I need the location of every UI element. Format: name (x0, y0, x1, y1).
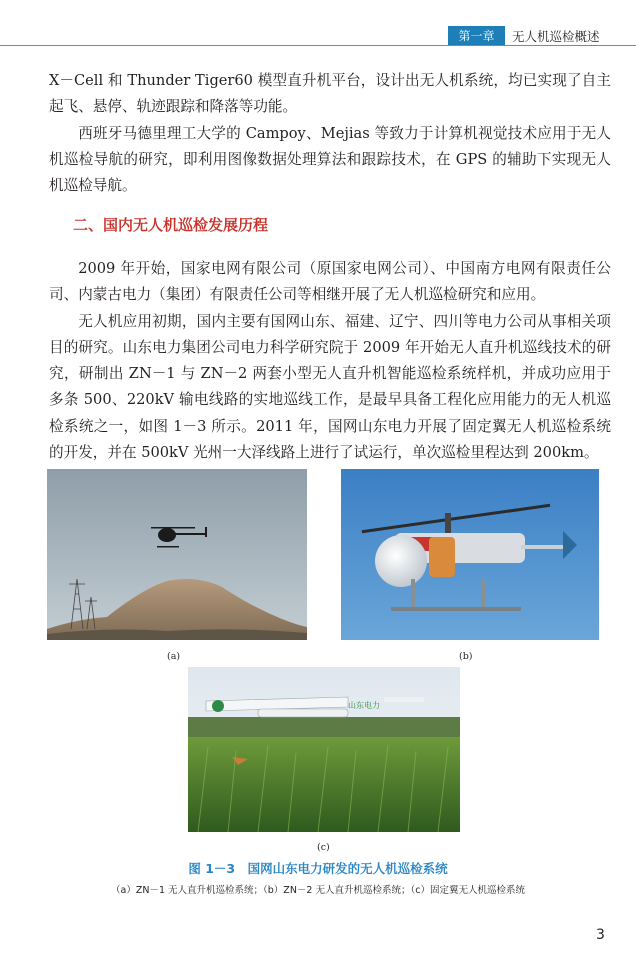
photo-c-image (188, 667, 460, 832)
section-heading: 二、国内无人机巡检发展历程 (73, 216, 269, 234)
paragraph: 2009 年开始，国家电网有限公司（原国家电网公司）、中国南方电网有限责任公司、内蒙古电力（集团）有限责任公司等相继开展了无人机巡检研究和应用。 (49, 260, 611, 304)
chapter-title: 无人机巡检概述 (512, 29, 600, 44)
photo-a-image (47, 469, 307, 640)
page-number: 3 (596, 927, 605, 943)
photo-b (341, 469, 599, 640)
text-block-top (49, 68, 611, 199)
paragraph: X－Cell 和 Thunder Tiger60 模型直升机平台，设计出无人机系统，均已实现了自主起飞、悬停、轨迹跟踪和降落等功能。 (49, 72, 611, 116)
caption-c: (c) (317, 842, 330, 853)
caption-a: (a) (167, 651, 181, 662)
paragraph: 无人机应用初期，国内主要有国网山东、福建、辽宁、四川等电力公司从事相关项目的研究。山东电力集团公司电力科学研究院于 2009 年开始无人直升机巡线技术的研究，研制出 ZN－1 与 ZN－2 两套小型无人直升机智能巡检系统样机，并成功应用于多条 500、220kV 输电线路的实地巡线工作，是最早具备工程化应用能力的无人机巡检系统之一，如图 1－3 所示。2011 年，国网山东电力开展了固定翼无人机巡检系统的开发，并在 500kV 光州一大泽线路上进行了试运行，单次巡检里程达到 200km。 (49, 312, 611, 462)
figure-title: 图 1－3 国网山东电力研发的无人机巡检系统 (188, 861, 448, 876)
figure-subtitle: （a）ZN－1 无人直升机巡检系统；（b）ZN－2 无人直升机巡检系统；（c）固定翼无人机巡检系统 (111, 885, 525, 896)
photo-c (188, 667, 460, 832)
text-block-bottom (49, 256, 611, 466)
paragraph: 西班牙马德里理工大学的 Campoy、Mejias 等致力于计算机视觉技术应用于无人机巡检导航的研究，即利用图像数据处理算法和跟踪技术，在 GPS 的辅助下实现无人机巡检导航。 (49, 124, 611, 195)
photo-a (47, 469, 307, 640)
header-rule (0, 45, 636, 46)
photo-b-image (341, 469, 599, 640)
wing-text: 山东电力 (348, 701, 380, 710)
caption-b: (b) (459, 651, 473, 662)
chapter-tag: 第一章 (448, 26, 505, 46)
